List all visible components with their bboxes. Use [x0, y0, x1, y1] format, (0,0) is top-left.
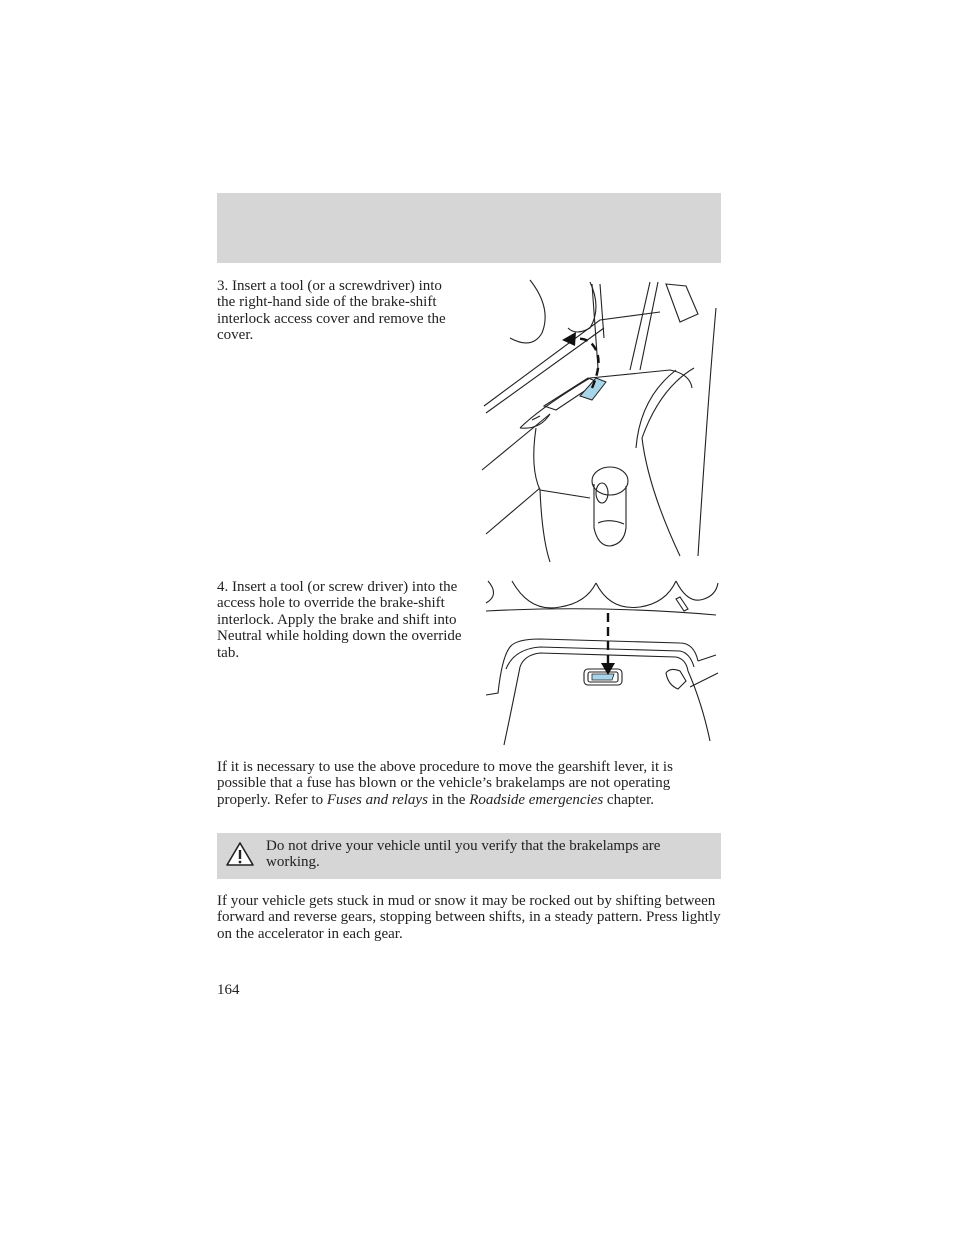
warning-triangle-icon [225, 841, 255, 867]
warning-box [217, 833, 721, 879]
step-3-text: 3. Insert a tool (or a screwdriver) into the right-hand side of the brake-shift interlock access cover and remove the cover. [217, 278, 446, 344]
stuck-vehicle-paragraph: If your vehicle gets stuck in mud or snow it may be rocked out by shifting between forward and reverse gears, stopping between shifts, in a steady pattern. Press lightly on the accelerator in each gear. [217, 893, 721, 942]
interlock-override-illustration [480, 577, 720, 747]
para1-text-middle: in the [427, 791, 470, 808]
warning-text: Do not drive your vehicle until you verify that the brakelamps are working. [266, 838, 661, 871]
header-band [217, 193, 721, 263]
fuse-note-paragraph [217, 759, 723, 808]
steering-column-illustration [480, 278, 720, 563]
roadside-emergencies-reference: Roadside emergencies [469, 791, 604, 808]
para1-text-end: chapter. [603, 791, 654, 808]
step-4-text: 4. Insert a tool (or screw driver) into the access hole to override the brake-shift interlock. Apply the brake and shift into Neutral while holding down the override tab. [217, 579, 462, 661]
para1-text-start: If it is necessary to use the above procedure to move the gearshift lever, it is possible that a fuse has blown or the vehicle’s brakelamps are not operating properly. Refer to [217, 759, 673, 808]
fuses-relays-reference: Fuses and relays [326, 791, 428, 808]
page-number: 164 [217, 982, 240, 998]
